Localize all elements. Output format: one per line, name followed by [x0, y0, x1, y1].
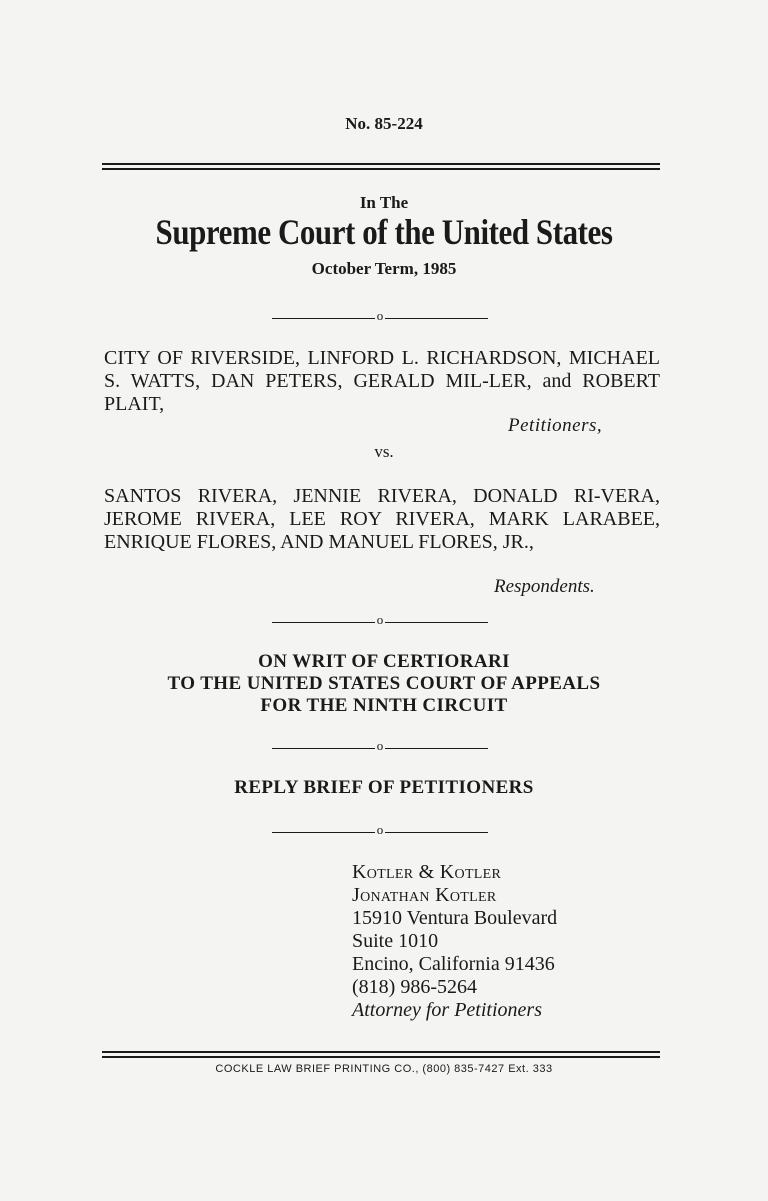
writ-line: ON WRIT OF CERTIORARI: [258, 651, 510, 672]
writ-line: TO THE UNITED STATES COURT OF APPEALS: [167, 673, 601, 694]
printer-imprint: COCKLE LAW BRIEF PRINTING CO., (800) 835-7427 Ext. 333: [215, 1063, 553, 1075]
brief-title: REPLY BRIEF OF PETITIONERS: [234, 777, 534, 798]
in-the-heading: In The: [359, 193, 409, 212]
court-term: October Term, 1985: [311, 259, 457, 278]
petitioners-names: CITY OF RIVERSIDE, LINFORD L. RICHARDSON, MICHAEL S. WATTS, DAN PETERS, GERALD MIL-LER, and ROBERT PLAIT,: [104, 347, 660, 415]
attorney-role: Attorney for Petitioners: [352, 999, 542, 1021]
top-double-rule: [102, 163, 660, 170]
address-city: Encino, California 91436: [352, 953, 555, 975]
address-line: Suite 1010: [352, 930, 439, 952]
separator: o: [272, 616, 488, 628]
address-line: 15910 Ventura Boulevard: [352, 907, 558, 929]
respondents-names: SANTOS RIVERA, JENNIE RIVERA, DONALD RI-VERA, JEROME RIVERA, LEE ROY RIVERA, MARK LARABEE, ENRIQUE FLORES, AND MANUEL FLORES, JR.,: [104, 485, 660, 553]
docket-number: No. 85-224: [345, 114, 423, 133]
writ-heading: [0, 651, 768, 717]
attorney-name: Jonathan Kotler: [352, 884, 497, 906]
writ-line: FOR THE NINTH CIRCUIT: [260, 695, 508, 716]
court-name: Supreme Court of the United States: [155, 212, 613, 252]
petitioners-role: Petitioners,: [508, 415, 603, 436]
bottom-double-rule: [102, 1051, 660, 1058]
phone-number: (818) 986-5264: [352, 976, 477, 998]
respondents-role: Respondents.: [494, 576, 595, 597]
versus: vs.: [374, 442, 394, 461]
separator: o: [272, 312, 488, 324]
counsel-block: [352, 861, 557, 1022]
law-firm: Kotler & Kotler: [352, 861, 502, 883]
separator: o: [272, 826, 488, 838]
separator: o: [272, 742, 488, 754]
